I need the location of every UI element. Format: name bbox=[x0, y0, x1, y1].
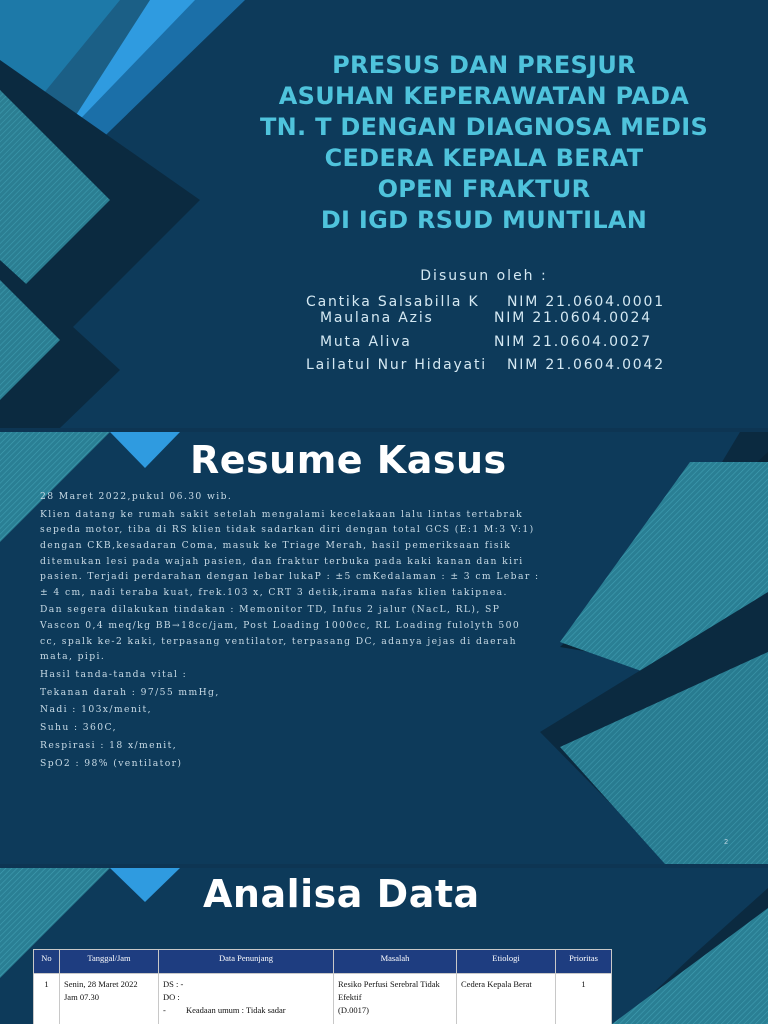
case-paragraph: Klien datang ke rumah sakit setelah mengalami kecelakaan lalu lintas tertabrak sepeda motor, tiba di RS klien tidak sadarkan diri dengan total GCS (E:1 M:3 V:1) dengan CKB,kesadaran Coma, masuk ke Triage Merah, hasil pemeriksaan fisik ditemukan lesi pada wajah pasien, dan fraktur terbuka pada kaki kanan dan kiri pasien. Terjadi perdarahan dengan lebar lukaP : ±5 cmKedalaman : ± 3 cm Lebar : ± 4 cm, nadi teraba kuat, frek.103 x, CRT 3 detik,irama nafas klien takipnea. bbox=[40, 508, 540, 598]
cell-data bbox=[159, 974, 334, 1024]
author-nim: NIM 21.0604.0027 bbox=[494, 334, 652, 350]
masalah-line: Resiko Perfusi Serebral Tidak bbox=[338, 979, 440, 989]
cell-date bbox=[60, 974, 159, 1024]
author-nim: NIM 21.0604.0042 bbox=[507, 357, 665, 373]
do-item-text: Keadaan umum : Tidak sadar bbox=[185, 1005, 286, 1015]
col-header-prioritas: Prioritas bbox=[556, 950, 612, 974]
vital-item: Tekanan darah : 97/55 mmHg, bbox=[40, 686, 220, 698]
cell-do: DO : bbox=[163, 992, 180, 1002]
vital-item: Suhu : 360C, bbox=[40, 722, 117, 734]
resume-body bbox=[40, 489, 540, 774]
vital-item: Respirasi : 18 x/menit, bbox=[40, 739, 178, 751]
masalah-code: (D.0017) bbox=[338, 1005, 369, 1015]
cell-date-time: Jam 07.30 bbox=[64, 992, 99, 1002]
title-line: PRESUS DAN PRESJUR bbox=[332, 51, 636, 79]
author-nim: NIM 21.0604.0024 bbox=[494, 310, 652, 326]
author-name: Muta Aliva bbox=[320, 334, 412, 350]
cell-masalah bbox=[334, 974, 457, 1024]
resume-slide bbox=[0, 432, 768, 864]
date-line: 28 Maret 2022,pukul 06.30 wib. bbox=[40, 491, 233, 502]
vital-item: SpO2 : 98% (ventilator) bbox=[40, 757, 183, 769]
col-header-masalah: Masalah bbox=[334, 950, 457, 974]
analisa-slide bbox=[0, 868, 768, 1024]
vitals-heading: Hasil tanda-tanda vital : bbox=[40, 668, 188, 680]
cell-no: 1 bbox=[34, 974, 60, 1024]
cell-date-day: Senin, 28 Maret 2022 bbox=[64, 979, 138, 989]
col-header-no: No bbox=[34, 950, 60, 974]
author-name: Maulana Azis bbox=[320, 310, 434, 326]
table-header-row bbox=[34, 950, 612, 974]
title-line: OPEN FRAKTUR bbox=[377, 175, 591, 203]
action-paragraph: Dan segera dilakukan tindakan : Memonitor TD, Infus 2 jalur (NacL, RL), SP Vascon 0,4 meq/kg BB→18cc/jam, Post Loading 1000cc, RL Loading fulolyth 500 cc, spalk ke-2 kaki, terpasang ventilator, terpasang DC, adanya jejas di daerah mata, pipi. bbox=[40, 604, 521, 663]
page-number: 2 bbox=[724, 839, 728, 846]
col-header-data: Data Penunjang bbox=[159, 950, 334, 974]
title-slide bbox=[0, 0, 768, 428]
author-heading: Disusun oleh : bbox=[420, 268, 548, 284]
title-line: TN. T DENGAN DIAGNOSA MEDIS bbox=[259, 113, 709, 141]
cell-do-item bbox=[163, 1004, 329, 1017]
author-nim: NIM 21.0604.0001 bbox=[507, 294, 665, 310]
table-row bbox=[34, 974, 612, 1024]
do-item-dash: - bbox=[163, 1005, 166, 1015]
cell-prioritas: 1 bbox=[556, 974, 612, 1024]
slide-heading: Resume Kasus bbox=[190, 438, 507, 482]
col-header-etiologi: Etiologi bbox=[457, 950, 556, 974]
cell-etiologi: Cedera Kepala Berat bbox=[457, 974, 556, 1024]
masalah-line: Efektif bbox=[338, 992, 362, 1002]
col-header-date: Tanggal/Jam bbox=[60, 950, 159, 974]
author-name: Lailatul Nur Hidayati bbox=[306, 357, 487, 373]
title-line: CEDERA KEPALA BERAT bbox=[324, 144, 644, 172]
cell-ds: DS : - bbox=[163, 979, 184, 989]
presentation-title bbox=[200, 50, 768, 236]
title-line: ASUHAN KEPERAWATAN PADA bbox=[278, 82, 690, 110]
analisa-data-table bbox=[33, 949, 612, 1024]
author-name: Cantika Salsabilla K bbox=[306, 294, 480, 310]
vital-item: Nadi : 103x/menit, bbox=[40, 704, 152, 716]
title-line: DI IGD RSUD MUNTILAN bbox=[320, 206, 648, 234]
slide-heading: Analisa Data bbox=[203, 872, 480, 916]
